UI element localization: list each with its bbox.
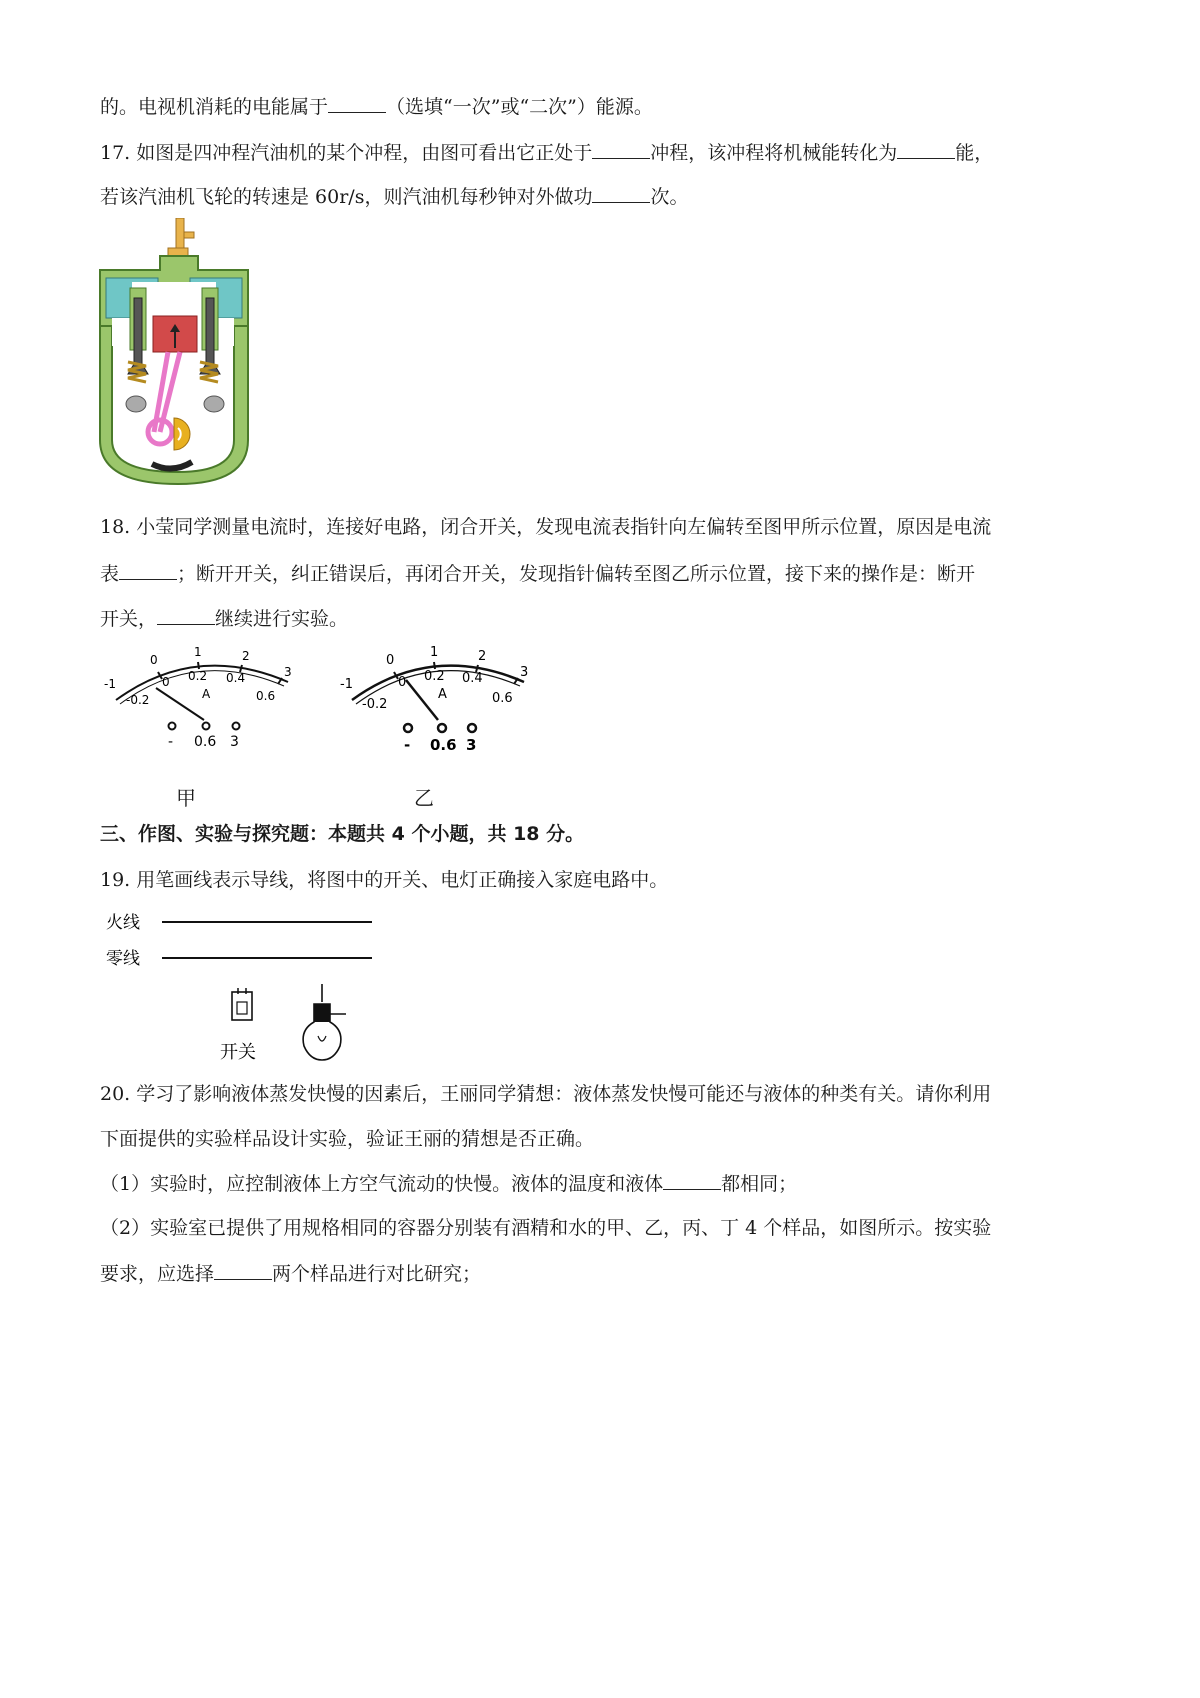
ammeter-jia	[102, 642, 302, 764]
text: 能，	[955, 142, 994, 164]
terminal-label: -	[404, 736, 411, 754]
meter-tick-label: 0.4	[226, 671, 246, 685]
meter-tick-label: 1	[430, 645, 439, 660]
switch-label: 开关	[220, 1042, 256, 1063]
answer-blank[interactable]	[663, 1171, 721, 1190]
text-line-1	[100, 94, 653, 119]
meter-tick-label: 0	[398, 675, 407, 690]
text: 要求，应选择	[100, 1263, 215, 1285]
meter-needle	[156, 688, 204, 720]
meter-unit: A	[202, 687, 211, 701]
text: （1）实验时，应控制液体上方空气流动的快慢。液体的温度和液体	[100, 1173, 664, 1195]
neutral-wire-label: 零线	[106, 949, 140, 969]
text: 若该汽油机飞轮的转速是 60r/s，则汽油机每秒钟对外做功	[100, 186, 593, 208]
meter-tick-label: -1	[104, 677, 116, 691]
question-18-line-1	[100, 515, 991, 539]
switch-icon	[232, 988, 252, 1020]
answer-blank[interactable]	[328, 94, 386, 113]
meter-tick-label: 3	[520, 665, 529, 680]
meter-tick-label: 3	[284, 665, 292, 679]
question-20-part-1	[100, 1171, 797, 1196]
text: 两个样品进行对比研究；	[272, 1263, 482, 1285]
terminal-label: 3	[466, 736, 477, 754]
answer-blank[interactable]	[214, 1261, 272, 1280]
live-wire-label: 火线	[106, 913, 140, 933]
text: 20. 学习了影响液体蒸发快慢的因素后，王丽同学猜想：液体蒸发快慢可能还与液体的种类有关。请你利用	[100, 1083, 992, 1105]
meter-tick-label: 2	[478, 649, 487, 664]
question-20-part-2-line-1	[100, 1216, 991, 1240]
text: 都相同；	[721, 1173, 798, 1195]
meter-tick-label: 2	[242, 649, 250, 663]
answer-blank[interactable]	[897, 140, 955, 159]
text: 次。	[650, 186, 689, 208]
meter-tick-label: 0.4	[462, 671, 483, 686]
text: （选填“一次”或“二次”）能源。	[386, 96, 653, 118]
meter-tick-label: 0.6	[256, 689, 276, 703]
question-18-line-3	[100, 606, 348, 631]
text: 18. 小莹同学测量电流时，连接好电路，闭合开关，发现电流表指针向左偏转至图甲所示位置，原因是电流	[100, 516, 992, 538]
answer-blank[interactable]	[592, 184, 650, 203]
meter-tick-label: 0.6	[492, 691, 513, 706]
engine-figure	[98, 218, 268, 486]
meter-tick-label: -0.2	[126, 693, 150, 707]
figure-label-jia: 甲	[176, 786, 196, 810]
question-20-line-1	[100, 1082, 991, 1106]
answer-blank[interactable]	[119, 561, 177, 580]
answer-blank[interactable]	[592, 140, 650, 159]
question-19	[100, 868, 668, 892]
section-title: 三、作图、实验与探究题：本题共 4 个小题，共 18 分。	[100, 823, 585, 845]
figure-label-yi: 乙	[414, 786, 434, 810]
answer-blank[interactable]	[157, 606, 215, 625]
text: 表	[100, 563, 120, 585]
text: 17. 如图是四冲程汽油机的某个冲程，由图可看出它正处于	[100, 142, 593, 164]
question-18-line-2	[100, 561, 975, 586]
circuit-figure	[102, 906, 382, 1066]
terminal-label: 0.6	[194, 734, 217, 750]
question-20-line-2	[100, 1127, 594, 1151]
meter-tick-label: 0	[162, 675, 170, 689]
text: （2）实验室已提供了用规格相同的容器分别装有酒精和水的甲、乙，丙、丁 4 个样品，如图所示。按实验	[100, 1217, 992, 1239]
text: 下面提供的实验样品设计实验，验证王丽的猜想是否正确。	[100, 1128, 595, 1150]
terminal-label: 0.6	[430, 736, 457, 754]
meter-tick-label: 0	[386, 653, 395, 668]
meter-unit: A	[438, 687, 447, 702]
meter-tick-label: 0.2	[188, 669, 208, 683]
meter-tick-label: 0.2	[424, 669, 445, 684]
text: 的。电视机消耗的电能属于	[100, 96, 329, 118]
meter-tick-label: 0	[150, 653, 158, 667]
text: 开关，	[100, 608, 158, 630]
text: ；断开开关，纠正错误后，再闭合开关，发现指针偏转至图乙所示位置，接下来的操作是：断开	[177, 563, 976, 585]
ammeter-yi	[338, 642, 538, 764]
terminal-label: -	[168, 734, 174, 750]
text: 继续进行实验。	[215, 608, 349, 630]
text: 冲程，该冲程将机械能转化为	[650, 142, 898, 164]
lightbulb-icon	[303, 984, 346, 1060]
question-17-line-1	[100, 140, 993, 165]
question-17-line-2	[100, 184, 688, 209]
meter-needle	[406, 680, 438, 720]
terminal-label: 3	[230, 734, 239, 750]
question-20-part-2-line-2	[100, 1261, 481, 1286]
meter-tick-label: -1	[340, 677, 353, 692]
text: 19. 用笔画线表示导线，将图中的开关、电灯正确接入家庭电路中。	[100, 869, 669, 891]
meter-tick-label: -0.2	[362, 697, 388, 712]
meter-tick-label: 1	[194, 645, 202, 659]
